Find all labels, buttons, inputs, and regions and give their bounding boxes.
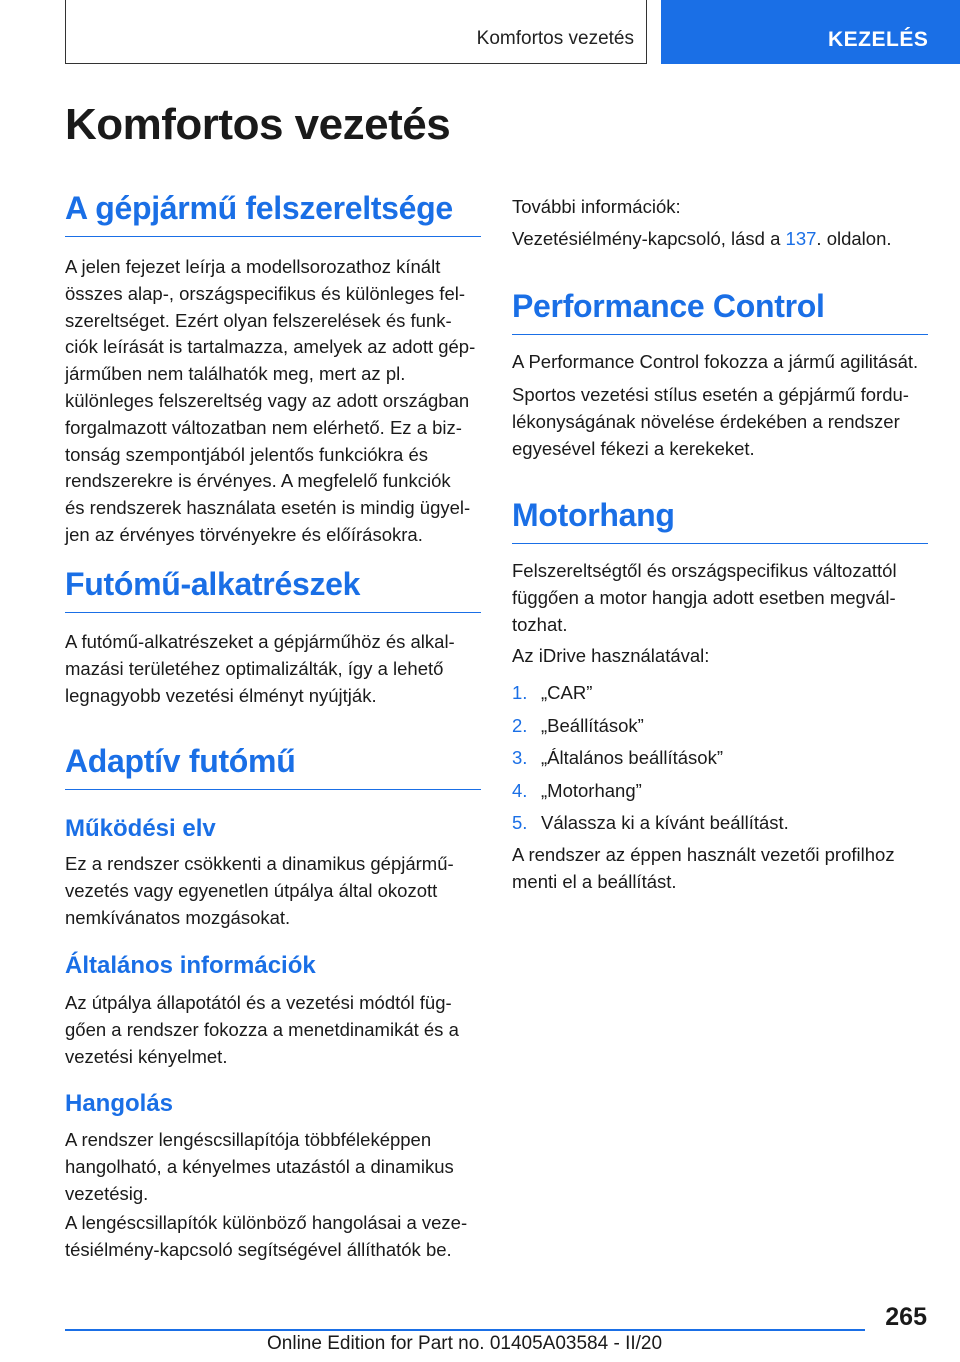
- principle-paragraph: [65, 851, 481, 931]
- text-line: Sportos vezetési stílus esetén a gépjármű fordu-: [512, 384, 909, 405]
- text-line: különleges felszereltség vagy az adott országban: [65, 389, 470, 411]
- step-text: Válassza ki a kívánt beállítást.: [541, 812, 789, 833]
- step-number: 5.: [512, 812, 528, 833]
- text-line: szereltséget. Ezért olyan felszerelések és funk-: [65, 309, 452, 331]
- text-line: vezetés vagy egyenetlen útpálya által okozott: [65, 879, 438, 901]
- step-text: „Beállítások”: [541, 714, 644, 736]
- heading-general-info: Általános információk: [65, 952, 316, 979]
- text-line: Ez a rendszer csökkenti a dinamikus gépjármű-: [65, 853, 454, 874]
- text-line: tonság szempontjából jelentős funkciókra és: [65, 443, 429, 465]
- chapter-tab: [661, 0, 960, 64]
- text-line: A lengéscsillapítók különböző hangolásai a veze-: [65, 1212, 468, 1233]
- text-line: járműben nem találhatók meg, mert az pl.: [65, 363, 406, 385]
- text-line: lékonyságának növelése érdekében a rendszer: [512, 410, 900, 432]
- text-line: nemkívánatos mozgásokat.: [65, 906, 291, 928]
- page-number: 265: [885, 1303, 927, 1331]
- text-line: forgalmazott változatban nem elérhető. Ez a biz-: [65, 416, 462, 438]
- heading-principle: Működési elv: [65, 815, 216, 842]
- steps-list: [512, 680, 928, 843]
- heading-equipment: A gépjármű felszereltsége: [65, 190, 481, 237]
- text-line: vezetésig.: [65, 1182, 149, 1204]
- heading-tuning: Hangolás: [65, 1090, 174, 1117]
- running-header: [65, 0, 647, 64]
- tuning-paragraph-2: [65, 1210, 481, 1264]
- edition-note: Online Edition for Part no. 01405A03584 - II/20: [267, 1333, 663, 1354]
- text-line: Az iDrive használatával:: [512, 645, 710, 666]
- reference-text: Vezetésiélmény-kapcsoló, lásd a: [512, 228, 786, 249]
- step-number: 4.: [512, 779, 528, 801]
- text-line: és rendszerek használata esetén is mindig ügyel-: [65, 497, 471, 519]
- tuning-paragraph-1: [65, 1127, 481, 1207]
- page-reference-link[interactable]: 137: [785, 228, 817, 249]
- text-line: jen az érvényes törvényekre és előírásokra.: [65, 523, 423, 545]
- text-line: összes alap-, országspecifikus és különleges fel-: [65, 282, 465, 304]
- heading-engine-sound: Motorhang: [512, 497, 928, 544]
- step-text: „Motorhang”: [541, 779, 642, 801]
- idrive-intro: [512, 643, 928, 670]
- text-line: A rendszer lengéscsillapítója többféleképpen: [65, 1129, 432, 1150]
- list-item: [512, 745, 928, 778]
- reference-suffix: . oldalon.: [816, 228, 892, 249]
- engine-sound-paragraph: [512, 558, 928, 638]
- page-title: Komfortos vezetés: [65, 100, 451, 149]
- text-line: A rendszer az éppen használt vezetői profilhoz: [512, 844, 895, 865]
- performance-paragraph-2: [512, 382, 928, 462]
- text-line: függően a motor hangja adott esetben megvál-: [512, 586, 896, 608]
- heading-adaptive-chassis: Adaptív futómű: [65, 743, 481, 790]
- text-line: Felszereltségtől és országspecifikus változattól: [512, 560, 897, 581]
- step-number: 2.: [512, 714, 528, 736]
- step-text: „CAR”: [541, 682, 593, 703]
- list-item: [512, 680, 928, 713]
- text-line: vezetési kényelmet.: [65, 1045, 228, 1067]
- text-line: A futómű-alkatrészeket a gépjárműhöz és alkal-: [65, 631, 455, 652]
- chapter-tab-label: KEZELÉS: [828, 28, 929, 51]
- chassis-paragraph: [65, 629, 481, 709]
- list-item: [512, 810, 928, 843]
- text-line: ciók leírását is tartalmazza, amelyek az adott gép-: [65, 336, 476, 358]
- text-line: egyesével fékezi a kerekeket.: [512, 437, 755, 459]
- header-section-title: Komfortos vezetés: [476, 28, 634, 49]
- performance-paragraph-1: [512, 349, 928, 376]
- list-item: [512, 778, 928, 811]
- list-item: [512, 713, 928, 746]
- engine-sound-closing: [512, 842, 928, 896]
- heading-chassis: Futómű-alkatrészek: [65, 566, 481, 613]
- equipment-paragraph: [65, 254, 481, 549]
- step-number: 3.: [512, 747, 528, 768]
- more-info-label: [512, 194, 928, 221]
- text-line: tozhat.: [512, 613, 568, 635]
- more-info-reference: [512, 226, 928, 253]
- text-line: legnagyobb vezetési élményt nyújtják.: [65, 684, 377, 706]
- step-number: 1.: [512, 682, 528, 703]
- text-line: gően a rendszer fokozza a menetdinamikát és a: [65, 1018, 459, 1040]
- step-text: „Általános beállítások”: [541, 747, 724, 768]
- text-line: tésiélmény-kapcsoló segítségével állíthatók be.: [65, 1238, 452, 1260]
- text-line: [512, 226, 928, 253]
- text-line: Az útpálya állapotától és a vezetési módtól füg-: [65, 992, 452, 1013]
- text-line: A jelen fejezet leírja a modellsorozathoz kínált: [65, 256, 441, 277]
- text-line: hangolható, a kényelmes utazástól a dinamikus: [65, 1155, 454, 1177]
- text-line: mazási területéhez optimalizálták, így a lehető: [65, 657, 444, 679]
- text-line: További információk:: [512, 196, 681, 217]
- text-line: rendszerekre is érvényes. A megfelelő funkciók: [65, 470, 451, 492]
- heading-performance-control: Performance Control: [512, 288, 928, 335]
- general-info-paragraph: [65, 990, 481, 1070]
- text-line: A Performance Control fokozza a jármű agilitását.: [512, 351, 919, 372]
- footer-divider: [65, 1329, 865, 1331]
- text-line: menti el a beállítást.: [512, 870, 677, 892]
